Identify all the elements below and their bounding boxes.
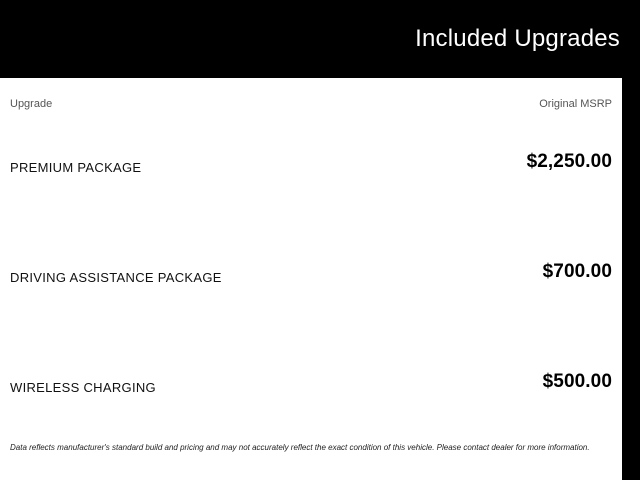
disclaimer-text: Data reflects manufacturer's standard build and pricing and may not accurately reflect the exact condition of this vehicle. Please contact dealer for more information. — [10, 443, 590, 452]
upgrade-price: $2,250.00 — [526, 151, 612, 172]
page-title: Included Upgrades — [415, 25, 620, 52]
column-header-upgrade: Upgrade — [10, 98, 53, 110]
upgrade-name: PREMIUM PACKAGE — [10, 160, 142, 175]
table-row — [0, 136, 622, 246]
table-header-row — [0, 98, 622, 118]
upgrade-name: DRIVING ASSISTANCE PACKAGE — [10, 270, 222, 285]
upgrade-price: $500.00 — [542, 371, 612, 392]
upgrades-list — [0, 136, 622, 466]
table-row — [0, 246, 622, 356]
column-header-msrp: Original MSRP — [539, 98, 612, 110]
upgrades-sheet — [0, 78, 622, 480]
upgrade-name: WIRELESS CHARGING — [10, 380, 156, 395]
page-header — [0, 0, 640, 78]
upgrade-price: $700.00 — [542, 261, 612, 282]
